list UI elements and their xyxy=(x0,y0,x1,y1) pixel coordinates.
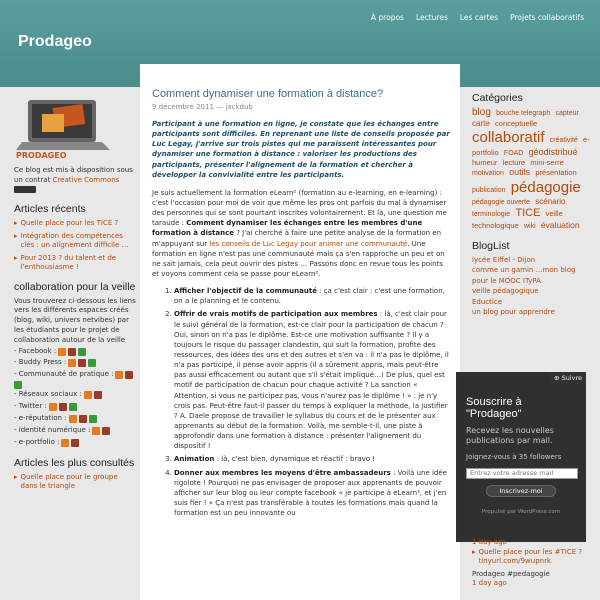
blog-icon[interactable] xyxy=(58,348,66,356)
creative-commons-link[interactable]: Creative Commons xyxy=(52,175,120,184)
category-tag[interactable]: humeur xyxy=(472,157,498,167)
tweet-text[interactable]: ▸ Quelle place pour les #TICE ? tinyurl.com/9wupnrk xyxy=(472,548,592,567)
follow-count: Joignez-vous à 35 followers xyxy=(466,452,562,461)
post-content xyxy=(140,64,460,600)
blog-icon[interactable] xyxy=(92,427,100,435)
netvibes-icon[interactable] xyxy=(88,359,96,367)
collab-row: - Buddy Press : xyxy=(14,357,136,369)
blog-icon[interactable] xyxy=(68,359,76,367)
post-intro: Participant à une formation en ligne, je constate que les échanges entre participants sont difficiles. En reprenant une liste de conseils proposée par Luc Legay, j'arrive sur trois pistes qui me paraissent intéressantes pour dynamiser une formation à distance : valoriser les productions des participants, présenter l'alignement de la formation et chercher à développer la convivialité entre les participants. xyxy=(152,120,450,179)
collab-row xyxy=(14,381,136,389)
collab-row: - Twitter : xyxy=(14,401,136,413)
wiki-icon[interactable] xyxy=(59,403,67,411)
nav-a-propos[interactable]: À propos xyxy=(370,13,404,22)
list-item: 3. Animation : là, c'est bien, dynamique et réactif : bravo ! xyxy=(174,454,450,464)
laptop-logo-icon xyxy=(14,96,114,160)
blog-icon[interactable] xyxy=(115,371,123,379)
category-tag[interactable]: pédagogie ouverte xyxy=(472,198,530,206)
collab-row: - identité numérique : xyxy=(14,425,136,437)
netvibes-icon[interactable] xyxy=(14,381,22,389)
categories-heading: Catégories xyxy=(472,92,523,104)
blog-icon[interactable] xyxy=(84,391,92,399)
bloglist-heading: BlogList xyxy=(472,239,510,252)
collab-row: - e-réputation : xyxy=(14,413,136,425)
category-tag[interactable]: publication xyxy=(472,186,506,194)
blog-icon[interactable] xyxy=(49,403,57,411)
category-tag[interactable]: carte xyxy=(472,119,490,128)
category-tag[interactable]: lecture xyxy=(502,157,526,167)
post-author[interactable]: jackdub xyxy=(225,103,253,111)
tweet-author: Prodageo #pedagogie xyxy=(472,569,550,578)
follow-text: Recevez les nouvelles publications par mail. xyxy=(466,426,554,446)
collab-desc: Vous trouverez ci-dessous les liens vers les différents espaces créés (blog, wiki, univers netvibes) par les étudiants pour le projet de collaboration autour de la veille xyxy=(14,296,136,344)
bloglist-item[interactable]: comme un gamin …mon blog xyxy=(472,266,576,275)
category-tag[interactable]: technologique xyxy=(472,221,519,231)
follow-widget xyxy=(456,372,586,542)
category-tag[interactable]: FOAD xyxy=(503,149,524,157)
wiki-icon[interactable] xyxy=(125,371,133,379)
post-paragraph: Je suis actuellement la formation eLearn² (formation au e-learning, en e-learning) : c'est l'occasion pour moi de voir que même les pros ont parfois du mal à dynamiser des personnes qui se sont pourtant inscrites volontairement. Et là, une question me taraude : Comment dynamiser les échanges entre les membres d'une formation à distance ? J'ai cherché à faire une petite analyse de la formation en m'appuyant sur les conseils de Luc Legay pour animer une communauté. Une formation en ligne n'est pas une communauté mais ça s'en rapproche un peu et on ne sait jamais, cela peut ouvrir des pistes … Passons donc en revue tous les points et voyons comment cela se passe pour eLearn². xyxy=(152,188,447,278)
suivre-button[interactable]: ⊕ Suivre xyxy=(550,372,586,384)
license-text: Ce blog est mis à disposition sous un contrat xyxy=(14,166,133,184)
nav-projets-collaboratifs[interactable]: Projets collaboratifs xyxy=(510,13,584,22)
recent-item[interactable]: ▸ Pour 2013 ? du talent et de l'enthousiasme ! xyxy=(14,254,136,273)
twitter-feed xyxy=(472,538,592,589)
category-tag[interactable]: blog xyxy=(472,107,491,118)
category-tag[interactable]: présentation xyxy=(535,168,577,178)
tag-cloud xyxy=(472,107,592,232)
category-tag[interactable]: outils xyxy=(509,167,531,178)
category-tag[interactable]: bouche telegraph xyxy=(496,110,551,117)
wiki-icon[interactable] xyxy=(94,391,102,399)
cc-badge-icon[interactable] xyxy=(14,186,36,193)
bloglist-item[interactable]: pour le MOOC ITyPA xyxy=(472,276,541,285)
site-title[interactable]: Prodageo xyxy=(18,33,92,50)
category-tag[interactable]: conceptuelle xyxy=(495,119,538,128)
tweet-time[interactable]: 1 day ago xyxy=(472,538,507,546)
wiki-icon[interactable] xyxy=(78,359,86,367)
points-list xyxy=(174,286,450,518)
category-tag[interactable]: wiki xyxy=(523,223,536,231)
post-date[interactable]: 9 décembre 2011 xyxy=(152,103,214,111)
collab-row: - Communauté de pratique : xyxy=(14,369,136,381)
popular-item[interactable]: ▸ Quelle place pour le groupe dans le triangle xyxy=(14,473,136,492)
nav-les-cartes[interactable]: Les cartes xyxy=(459,13,499,22)
collab-row: - Réseaux sociaux : xyxy=(14,389,136,401)
category-tag[interactable]: géodistribué xyxy=(528,146,578,157)
bloglist-item[interactable]: veille pédagogique xyxy=(472,287,539,296)
bloglist-item[interactable]: Eductice xyxy=(472,297,502,306)
category-tag[interactable]: pédagogie xyxy=(510,178,581,196)
wiki-icon[interactable] xyxy=(102,427,110,435)
blog-icon[interactable] xyxy=(61,439,69,447)
wiki-icon[interactable] xyxy=(79,415,87,423)
main-nav xyxy=(371,13,584,22)
category-tag[interactable]: mini-serre xyxy=(530,157,564,167)
category-tag[interactable]: TICE xyxy=(515,207,541,220)
collab-row: - Facebook : xyxy=(14,346,136,358)
right-sidebar xyxy=(472,92,592,318)
luc-legay-link[interactable]: les conseils de Luc Legay pour animer une communauté xyxy=(209,239,408,248)
tweet-time[interactable]: 1 day ago xyxy=(472,579,507,588)
subscribe-button[interactable]: Inscrivez-moi xyxy=(486,485,556,497)
category-tag[interactable]: veille xyxy=(545,209,563,219)
left-sidebar xyxy=(14,96,136,495)
post-meta: 9 décembre 2011 — jackdub xyxy=(152,103,253,111)
bloglist-item[interactable]: lycée Eiffel - Dijon xyxy=(472,255,536,264)
post-title[interactable]: Comment dynamiser une formation à distance? xyxy=(152,88,384,100)
list-item: 2. Offrir de vrais motifs de participation aux membres : là, c'est clair pour le suivi général de la formation, est-ce clair pour la participation de chacun ? Oui, sinon on n'a pas le diplôme. Est-ce une motivation suffisante ? Il y a toujours le risque du passager clandestin, qui suit la formation, profite des ressources, des idées des uns et des autres et s'en va : il n'a pas le diplôme, il n'a pas participé, il pense avoir appris (il a sûrement appris, mais peut-être pas aussi efficacement ou autant que s'il s'était impliqué…) De plus, quel est motif de participation de chacun pour chaque activité ? La sanction « Attention, si vous ne participez pas, vous n'aurez pas le diplôme ! » : je n'y crois pas. Peut-être faut-il passer du temps à expliquer la méthode, la justifier ? A. Daele propose de travailler le syllabus du cours et de le présenter aux apprenants au début de la formation. Voilà, me semble-t-il, une piste à approfondir dans une formation à distance : présenter l'alignement du dispositif ! xyxy=(174,309,450,451)
svg-text:PRODAGEO: PRODAGEO xyxy=(16,151,67,160)
list-item: 4. Donner aux membres les moyens d'être ambassadeurs : Voilà une idée rigolote ! Pourquoi ne pas envisager de proposer aux apprenants de pouvoir afficher sur leur blog ou leur compte facebook « je participe à eLearn², et j'en suis fier ! » Ça n'est pas transférable à toutes les formations mais quand la formation est un peu innovante ou xyxy=(174,468,450,519)
list-item: 1. Afficher l'objectif de la communauté : ça c'est clair : c'est une formation, on a le planning et le contenu. xyxy=(174,286,450,306)
follow-title: Souscrire à "Prodageo" xyxy=(466,396,522,420)
category-tag[interactable]: évaluation xyxy=(540,220,580,231)
bloglist-item[interactable]: un blog pour apprendre xyxy=(472,308,555,317)
wiki-icon[interactable] xyxy=(68,348,76,356)
category-tag[interactable]: créativité xyxy=(549,136,578,144)
category-tag[interactable]: collaboratif xyxy=(472,128,545,146)
blog-icon[interactable] xyxy=(69,415,77,423)
email-input[interactable] xyxy=(466,468,578,479)
logo-image[interactable] xyxy=(14,96,114,160)
netvibes-icon[interactable] xyxy=(69,403,77,411)
wiki-icon[interactable] xyxy=(71,439,79,447)
recent-item[interactable]: ▸ Intégration des compétences clés : un alignement difficile … xyxy=(14,232,136,251)
nav-lectures[interactable]: Lectures xyxy=(415,13,448,22)
category-tag[interactable]: capteur xyxy=(555,110,579,117)
category-tag[interactable]: motivation xyxy=(472,170,504,178)
collab-heading: collaboration pour la veille xyxy=(14,280,136,293)
collab-row: - e-portfolio : xyxy=(14,437,136,449)
category-tag[interactable]: scénario xyxy=(535,196,566,206)
popular-heading: Articles les plus consultés xyxy=(14,456,135,469)
netvibes-icon[interactable] xyxy=(78,348,86,356)
category-tag[interactable]: e-portfolio xyxy=(472,134,590,157)
netvibes-icon[interactable] xyxy=(89,415,97,423)
recent-item[interactable]: ▸ Quelle place pour les TICE ? xyxy=(14,219,136,228)
recent-heading: Articles récents xyxy=(14,203,86,216)
category-tag[interactable]: terminologie xyxy=(472,211,511,219)
plus-icon: ⊕ xyxy=(554,374,562,382)
powered-by[interactable]: Propulsé par WordPress.com xyxy=(481,508,561,515)
